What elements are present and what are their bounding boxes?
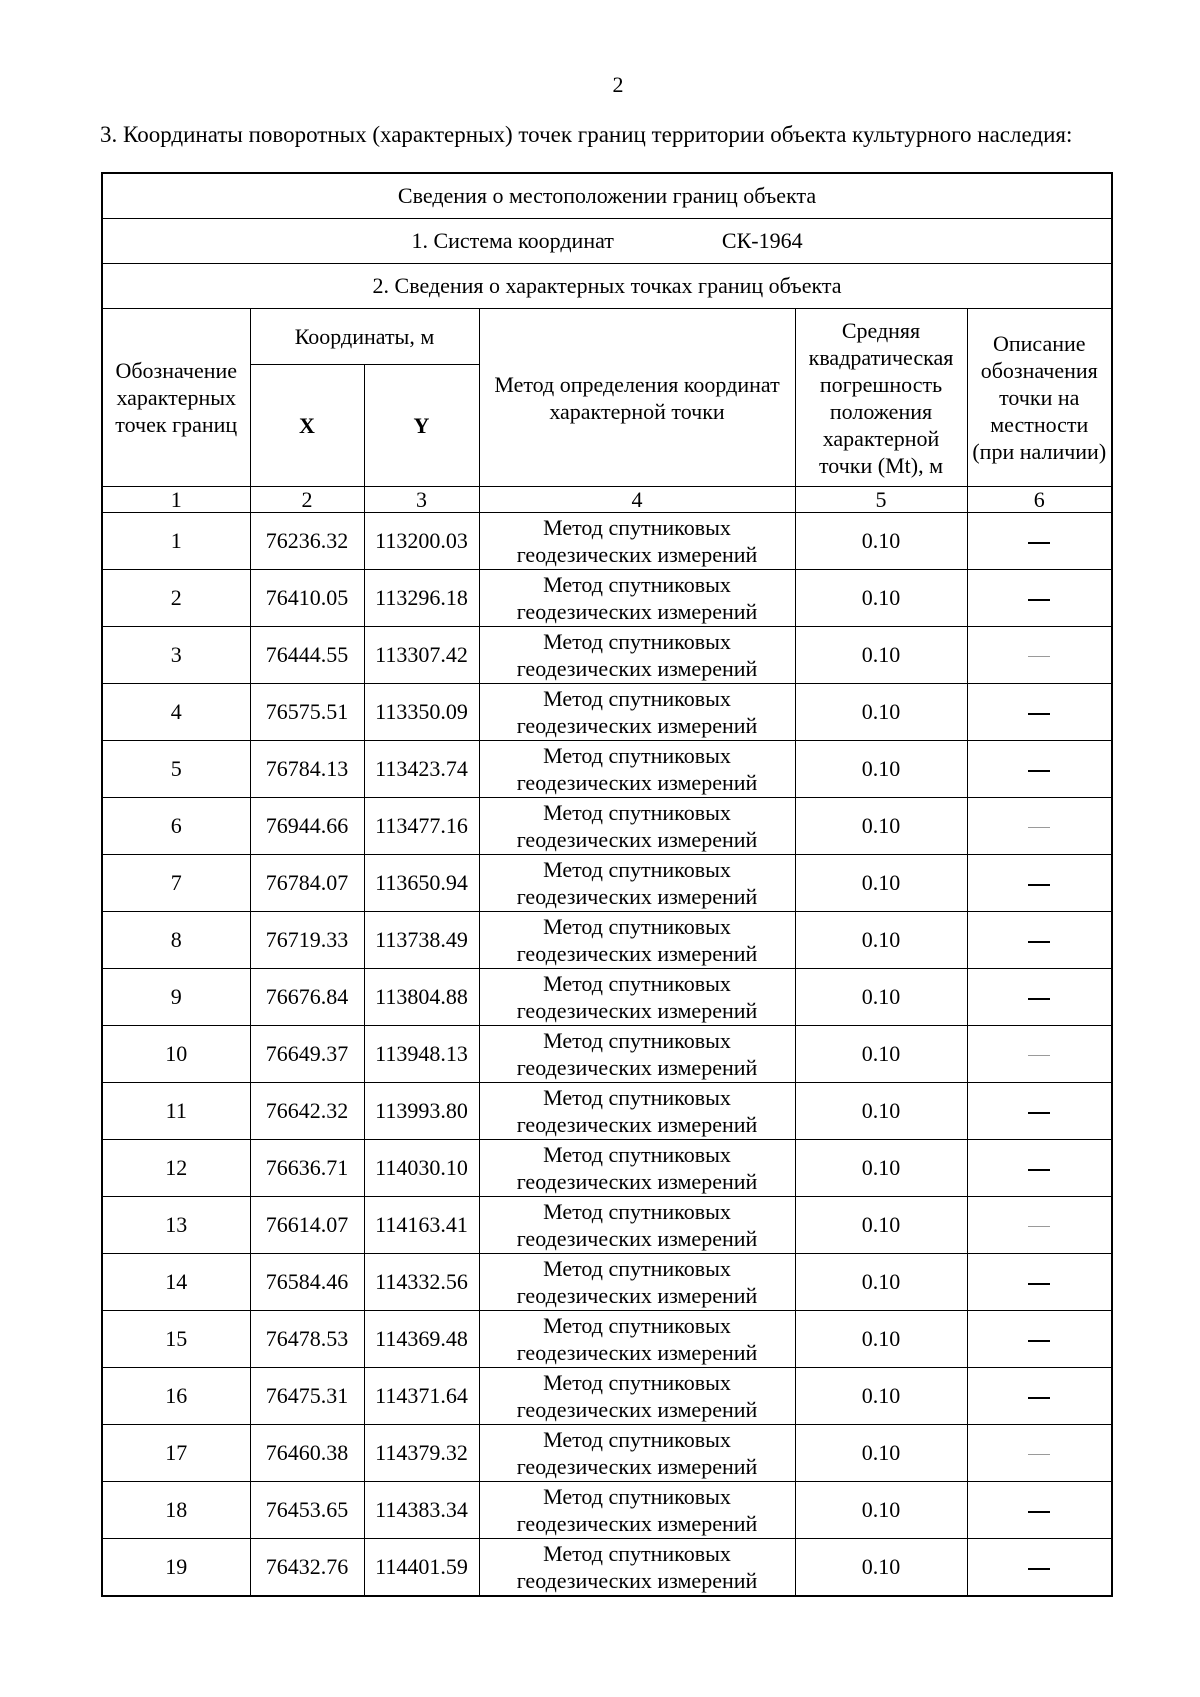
dash-mark: [1028, 827, 1050, 828]
description-text: [1050, 870, 1051, 871]
description-text: [1050, 1155, 1051, 1156]
coordinate-system-value: СК-1964: [721, 228, 803, 253]
x-coordinate-cell: 76719.33: [250, 912, 364, 969]
description-text: [1050, 984, 1051, 985]
description-cell: [967, 1140, 1112, 1197]
dash-mark: [1028, 1226, 1050, 1227]
point-number-cell: 10: [102, 1026, 250, 1083]
point-number-cell: 15: [102, 1311, 250, 1368]
table-row: [102, 1140, 1112, 1197]
error-cell: 0.10: [795, 627, 967, 684]
error-cell: 0.10: [795, 798, 967, 855]
error-cell: 0.10: [795, 1140, 967, 1197]
header-designation: Обозначение характерных точек границ: [102, 309, 250, 487]
error-cell: 0.10: [795, 855, 967, 912]
y-coordinate-cell: 113650.94: [364, 855, 479, 912]
page-number: 2: [612, 72, 624, 97]
y-coordinate-cell: 114371.64: [364, 1368, 479, 1425]
point-number-cell: 7: [102, 855, 250, 912]
method-cell: Метод спутниковых геодезических измерений: [479, 969, 795, 1026]
x-coordinate-cell: 76460.38: [250, 1425, 364, 1482]
coordinate-system-row: [102, 219, 1112, 264]
header-description: Описание обозначения точки на местности (при наличии): [967, 309, 1112, 487]
description-cell: [967, 1083, 1112, 1140]
x-coordinate-cell: 76784.13: [250, 741, 364, 798]
error-cell: 0.10: [795, 912, 967, 969]
point-number-cell: 16: [102, 1368, 250, 1425]
dash-mark: [1028, 770, 1050, 772]
method-cell: Метод спутниковых геодезических измерений: [479, 1539, 795, 1597]
description-text: [1050, 1497, 1051, 1498]
description-text: [1050, 528, 1051, 529]
y-coordinate-cell: 113738.49: [364, 912, 479, 969]
y-coordinate-cell: 113307.42: [364, 627, 479, 684]
header-x: X: [250, 365, 364, 487]
error-cell: 0.10: [795, 1311, 967, 1368]
description-cell: [967, 912, 1112, 969]
error-cell: 0.10: [795, 684, 967, 741]
x-coordinate-cell: 76784.07: [250, 855, 364, 912]
dash-mark: [1028, 1112, 1050, 1114]
table-row: [102, 513, 1112, 570]
description-cell: [967, 1026, 1112, 1083]
point-number-cell: 1: [102, 513, 250, 570]
table-row: [102, 1539, 1112, 1597]
column-number: 5: [795, 487, 967, 513]
description-text: [1050, 813, 1051, 814]
point-number-cell: 3: [102, 627, 250, 684]
point-number-cell: 12: [102, 1140, 250, 1197]
description-text: [1050, 585, 1051, 586]
table-row: [102, 1197, 1112, 1254]
y-coordinate-cell: 113948.13: [364, 1026, 479, 1083]
table-row: [102, 741, 1112, 798]
y-coordinate-cell: 113804.88: [364, 969, 479, 1026]
description-cell: [967, 1482, 1112, 1539]
dash-mark: [1028, 941, 1050, 943]
x-coordinate-cell: 76584.46: [250, 1254, 364, 1311]
dash-mark: [1028, 1055, 1050, 1056]
error-cell: 0.10: [795, 1197, 967, 1254]
table-title: Сведения о местоположении границ объекта: [102, 173, 1112, 219]
x-coordinate-cell: 76478.53: [250, 1311, 364, 1368]
description-text: [1050, 699, 1051, 700]
method-cell: Метод спутниковых геодезических измерений: [479, 855, 795, 912]
description-cell: [967, 513, 1112, 570]
point-number-cell: 4: [102, 684, 250, 741]
dash-mark: [1028, 713, 1050, 715]
y-coordinate-cell: 113423.74: [364, 741, 479, 798]
method-cell: Метод спутниковых геодезических измерений: [479, 1425, 795, 1482]
error-cell: 0.10: [795, 969, 967, 1026]
x-coordinate-cell: 76944.66: [250, 798, 364, 855]
description-cell: [967, 969, 1112, 1026]
error-cell: 0.10: [795, 1482, 967, 1539]
description-text: [1050, 1326, 1051, 1327]
table-row: [102, 855, 1112, 912]
description-cell: [967, 684, 1112, 741]
column-number-row: [102, 487, 1112, 513]
header-coordinates: Координаты, м: [250, 309, 479, 365]
dash-mark: [1028, 1511, 1050, 1513]
description-cell: [967, 1368, 1112, 1425]
y-coordinate-cell: 114379.32: [364, 1425, 479, 1482]
description-text: [1050, 1383, 1051, 1384]
method-cell: Метод спутниковых геодезических измерений: [479, 1311, 795, 1368]
header-method: Метод определения координат характерной точки: [479, 309, 795, 487]
dash-mark: [1028, 1283, 1050, 1285]
column-number: 4: [479, 487, 795, 513]
y-coordinate-cell: 114030.10: [364, 1140, 479, 1197]
table-row: [102, 1083, 1112, 1140]
error-cell: 0.10: [795, 1425, 967, 1482]
table-row: [102, 798, 1112, 855]
points-section-label: 2. Сведения о характерных точках границ объекта: [102, 264, 1112, 309]
description-text: [1050, 1269, 1051, 1270]
point-number-cell: 8: [102, 912, 250, 969]
description-cell: [967, 798, 1112, 855]
point-number-cell: 11: [102, 1083, 250, 1140]
error-cell: 0.10: [795, 1539, 967, 1597]
table-row: [102, 1368, 1112, 1425]
header-error: Средняя квадратическая погрешность положения характерной точки (Mt), м: [795, 309, 967, 487]
description-text: [1050, 642, 1051, 643]
method-cell: Метод спутниковых геодезических измерений: [479, 1368, 795, 1425]
y-coordinate-cell: 113350.09: [364, 684, 479, 741]
y-coordinate-cell: 113296.18: [364, 570, 479, 627]
y-coordinate-cell: 114401.59: [364, 1539, 479, 1597]
table-row: [102, 1425, 1112, 1482]
method-cell: Метод спутниковых геодезических измерений: [479, 1197, 795, 1254]
description-cell: [967, 627, 1112, 684]
description-cell: [967, 1311, 1112, 1368]
method-cell: Метод спутниковых геодезических измерений: [479, 1140, 795, 1197]
description-text: [1050, 927, 1051, 928]
description-cell: [967, 1254, 1112, 1311]
y-coordinate-cell: 113200.03: [364, 513, 479, 570]
column-number: 1: [102, 487, 250, 513]
x-coordinate-cell: 76475.31: [250, 1368, 364, 1425]
table-row: [102, 912, 1112, 969]
dash-mark: [1028, 1568, 1050, 1570]
point-number-cell: 2: [102, 570, 250, 627]
method-cell: Метод спутниковых геодезических измерений: [479, 570, 795, 627]
dash-mark: [1028, 884, 1050, 886]
table-row: [102, 1026, 1112, 1083]
dash-mark: [1028, 1454, 1050, 1455]
description-text: [1050, 1554, 1051, 1555]
description-cell: [967, 1539, 1112, 1597]
y-coordinate-cell: 113477.16: [364, 798, 479, 855]
description-text: [1050, 756, 1051, 757]
error-cell: 0.10: [795, 1368, 967, 1425]
coordinate-system-label: 1. Система координат: [411, 228, 614, 253]
point-number-cell: 9: [102, 969, 250, 1026]
error-cell: 0.10: [795, 570, 967, 627]
point-number-cell: 19: [102, 1539, 250, 1597]
table-row: [102, 1482, 1112, 1539]
error-cell: 0.10: [795, 1254, 967, 1311]
method-cell: Метод спутниковых геодезических измерений: [479, 513, 795, 570]
dash-mark: [1028, 656, 1050, 657]
dash-mark: [1028, 599, 1050, 601]
dash-mark: [1028, 1340, 1050, 1342]
x-coordinate-cell: 76614.07: [250, 1197, 364, 1254]
description-text: [1050, 1098, 1051, 1099]
y-coordinate-cell: 114332.56: [364, 1254, 479, 1311]
header-y: Y: [364, 365, 479, 487]
error-cell: 0.10: [795, 741, 967, 798]
dash-mark: [1028, 998, 1050, 1000]
method-cell: Метод спутниковых геодезических измерений: [479, 798, 795, 855]
point-number-cell: 6: [102, 798, 250, 855]
method-cell: Метод спутниковых геодезических измерений: [479, 1083, 795, 1140]
table-row: [102, 1311, 1112, 1368]
point-number-cell: 17: [102, 1425, 250, 1482]
x-coordinate-cell: 76642.32: [250, 1083, 364, 1140]
description-cell: [967, 1425, 1112, 1482]
error-cell: 0.10: [795, 1026, 967, 1083]
method-cell: Метод спутниковых геодезических измерений: [479, 1482, 795, 1539]
description-cell: [967, 741, 1112, 798]
x-coordinate-cell: 76676.84: [250, 969, 364, 1026]
y-coordinate-cell: 114369.48: [364, 1311, 479, 1368]
table-row: [102, 627, 1112, 684]
x-coordinate-cell: 76453.65: [250, 1482, 364, 1539]
method-cell: Метод спутниковых геодезических измерений: [479, 684, 795, 741]
method-cell: Метод спутниковых геодезических измерений: [479, 912, 795, 969]
x-coordinate-cell: 76410.05: [250, 570, 364, 627]
x-coordinate-cell: 76575.51: [250, 684, 364, 741]
x-coordinate-cell: 76636.71: [250, 1140, 364, 1197]
x-coordinate-cell: 76236.32: [250, 513, 364, 570]
dash-mark: [1028, 1397, 1050, 1399]
description-cell: [967, 1197, 1112, 1254]
point-number-cell: 14: [102, 1254, 250, 1311]
method-cell: Метод спутниковых геодезических измерений: [479, 1254, 795, 1311]
error-cell: 0.10: [795, 513, 967, 570]
method-cell: Метод спутниковых геодезических измерений: [479, 741, 795, 798]
point-number-cell: 13: [102, 1197, 250, 1254]
error-cell: 0.10: [795, 1083, 967, 1140]
column-number: 3: [364, 487, 479, 513]
description-text: [1050, 1440, 1051, 1441]
dash-mark: [1028, 1169, 1050, 1171]
method-cell: Метод спутниковых геодезических измерений: [479, 1026, 795, 1083]
boundary-points-table: [101, 172, 1113, 1597]
point-number-cell: 18: [102, 1482, 250, 1539]
description-text: [1050, 1212, 1051, 1213]
method-cell: Метод спутниковых геодезических измерений: [479, 627, 795, 684]
description-cell: [967, 570, 1112, 627]
y-coordinate-cell: 113993.80: [364, 1083, 479, 1140]
table-row: [102, 684, 1112, 741]
section-heading: 3. Координаты поворотных (характерных) точек границ территории объекта культурного наследия:: [100, 122, 1073, 147]
description-text: [1050, 1041, 1051, 1042]
table-row: [102, 570, 1112, 627]
y-coordinate-cell: 114383.34: [364, 1482, 479, 1539]
x-coordinate-cell: 76444.55: [250, 627, 364, 684]
column-number: 2: [250, 487, 364, 513]
y-coordinate-cell: 114163.41: [364, 1197, 479, 1254]
x-coordinate-cell: 76649.37: [250, 1026, 364, 1083]
column-number: 6: [967, 487, 1112, 513]
table-row: [102, 969, 1112, 1026]
table-row: [102, 1254, 1112, 1311]
dash-mark: [1028, 542, 1050, 544]
point-number-cell: 5: [102, 741, 250, 798]
x-coordinate-cell: 76432.76: [250, 1539, 364, 1597]
description-cell: [967, 855, 1112, 912]
